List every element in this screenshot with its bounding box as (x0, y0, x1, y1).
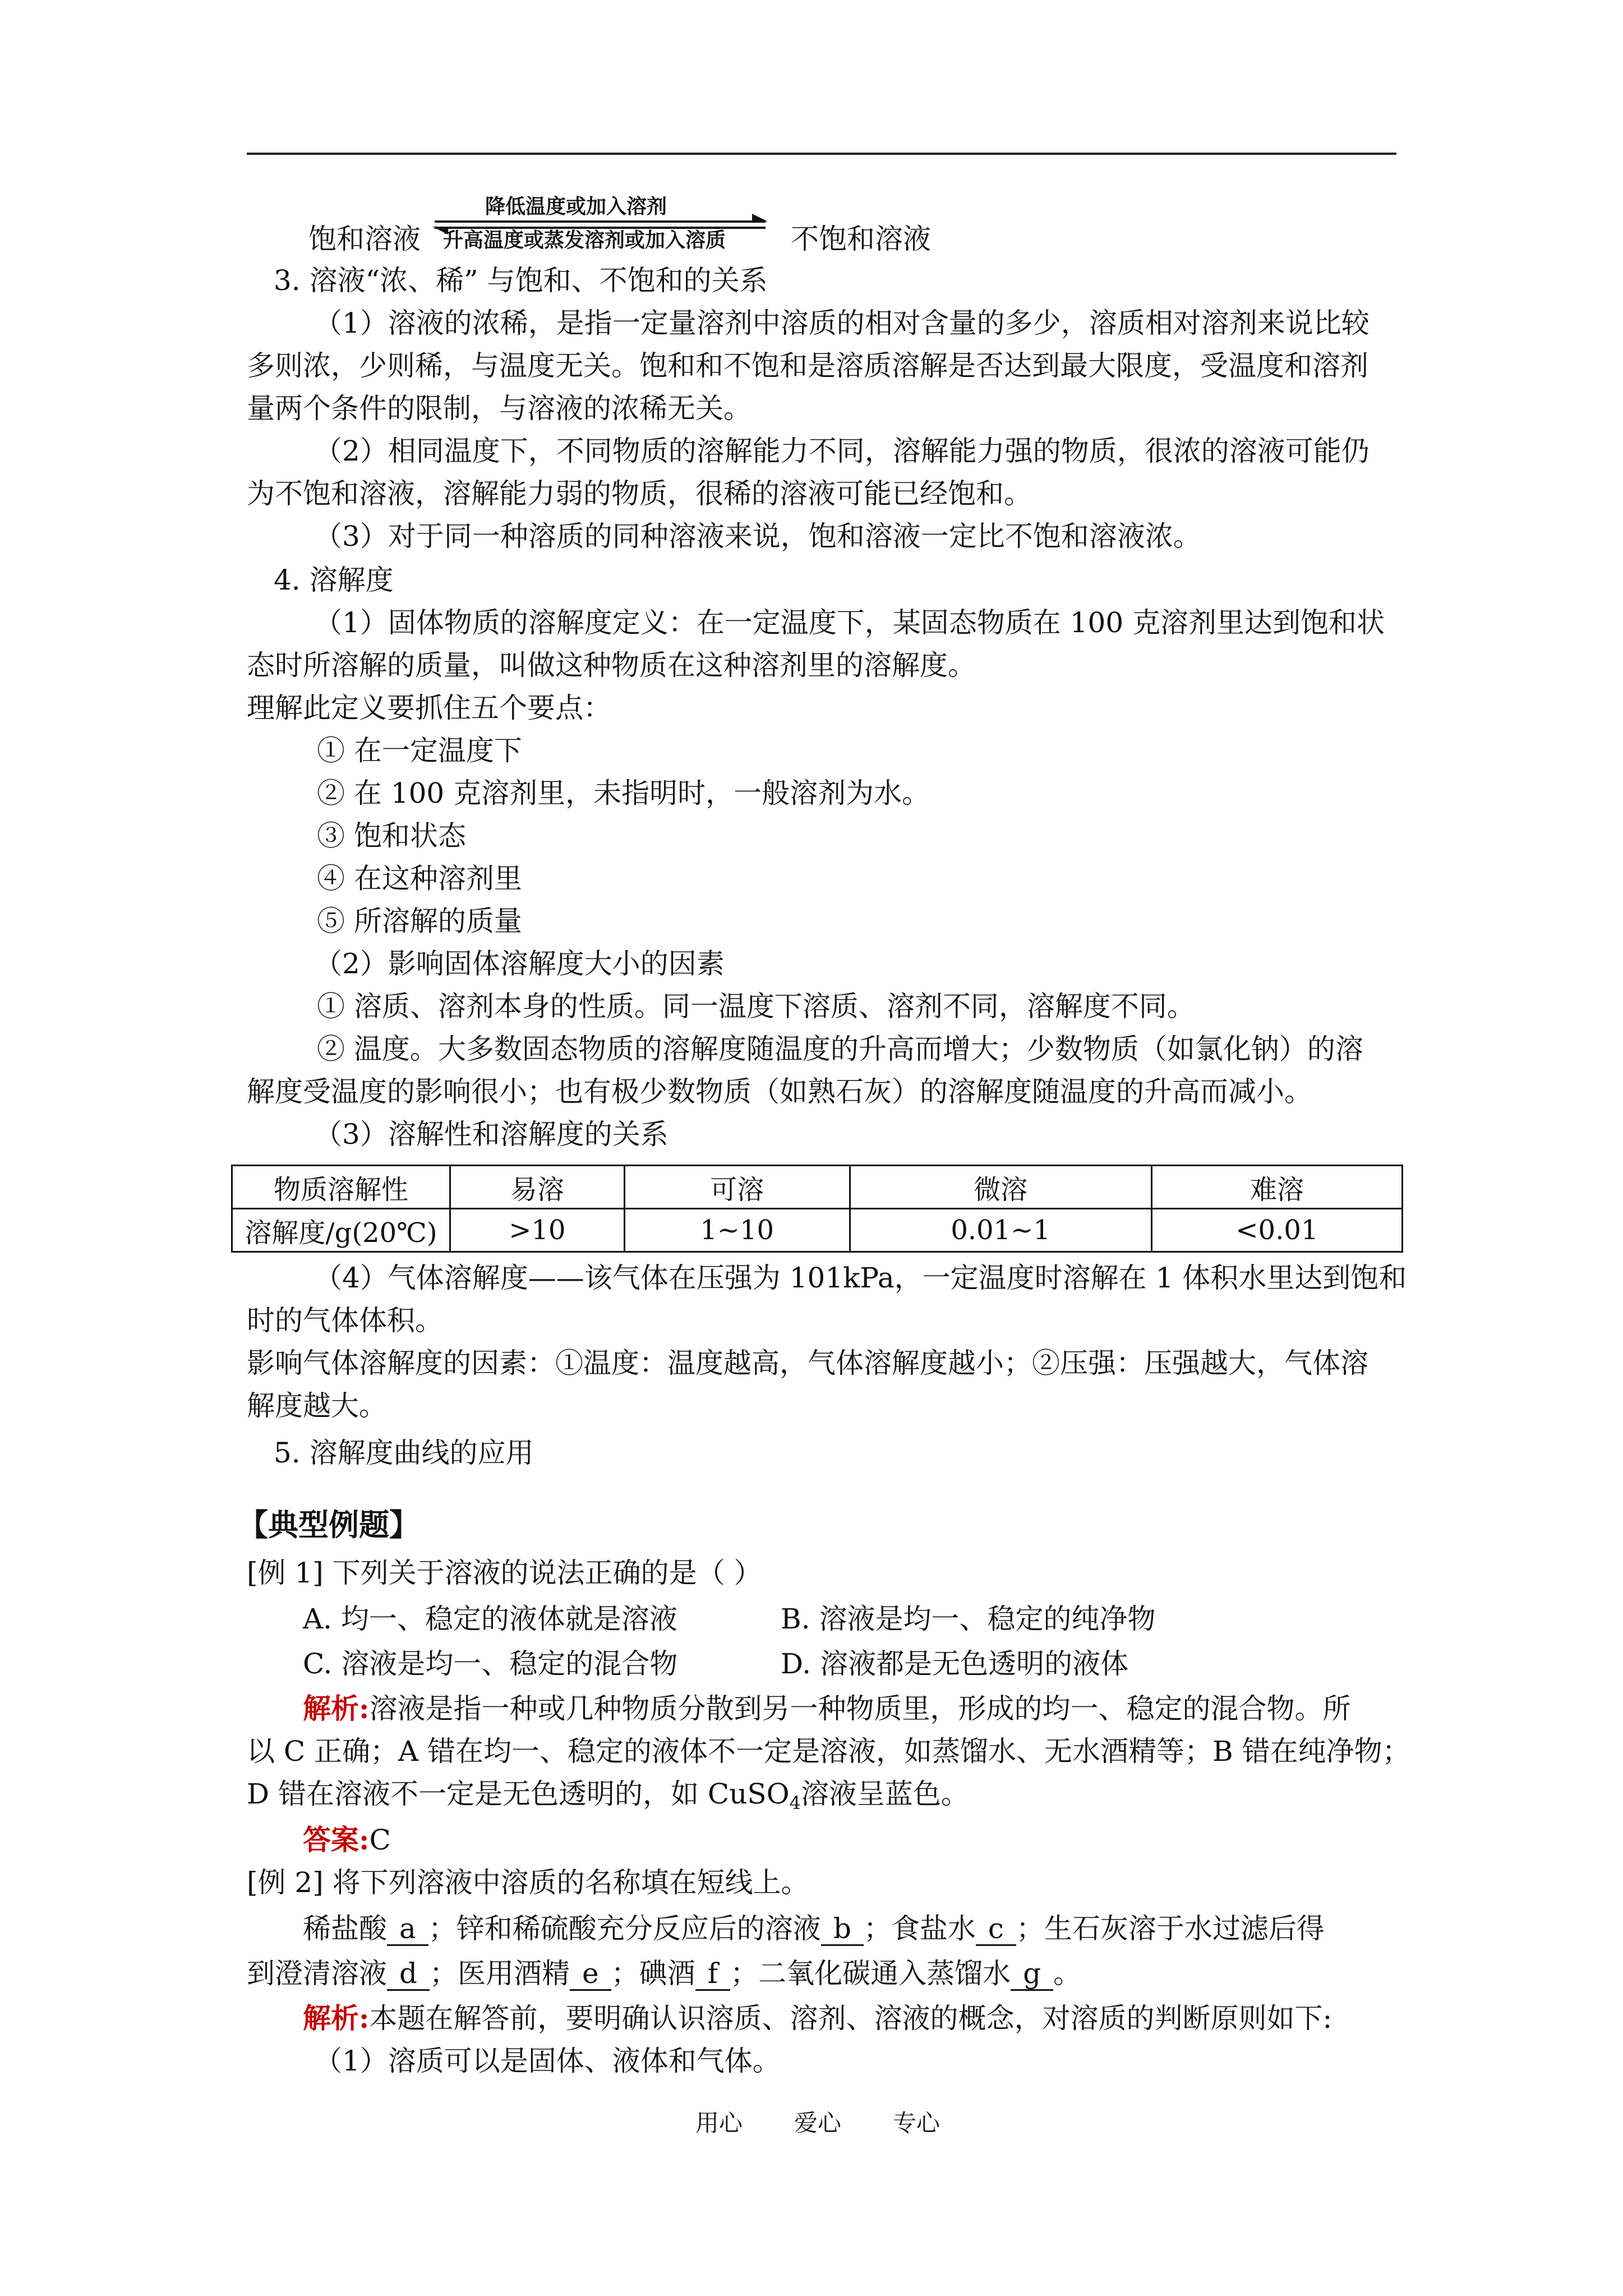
analysis-paragraph (247, 1777, 969, 1820)
list-item: ③ 饱和状态 (317, 820, 466, 852)
subheading: （2）影响固体溶解度大小的因素 (314, 947, 725, 980)
paragraph: 时的气体体积。 (247, 1304, 443, 1337)
blank: c (976, 1913, 1016, 1946)
paragraph: （3）对于同一种溶质的同种溶液来说，饱和溶液一定比不饱和溶液浓。 (314, 520, 1201, 553)
analysis-label: 解析: (303, 2001, 370, 2035)
table-cell: 难溶 (1151, 1166, 1402, 1209)
conversion-top-label: 降低温度或加入溶剂 (485, 195, 667, 218)
table-row (232, 1209, 1403, 1252)
subscript: 4 (789, 1792, 801, 1814)
table-cell: 微溶 (850, 1166, 1151, 1209)
text: ；医用酒精 (430, 1957, 570, 1990)
paragraph: 解度越大。 (247, 1389, 387, 1422)
answer-line (303, 1823, 391, 1857)
fill-line (303, 1912, 1325, 1946)
analysis-text: 本题在解答前，要明确认识溶质、溶剂、溶液的概念，对溶质的判断原则如下: (369, 2002, 1332, 2035)
paragraph: 为不饱和溶液，溶解能力弱的物质，很稀的溶液可能已经饱和。 (247, 477, 1032, 510)
option-d: D. 溶液都是无色透明的液体 (781, 1648, 1129, 1680)
section-4-heading: 4. 溶解度 (274, 564, 394, 596)
analysis-text: 溶液呈蓝色。 (800, 1778, 969, 1810)
table-header-row (232, 1166, 1403, 1209)
solubility-table (231, 1165, 1403, 1253)
list-item: ② 在 100 克溶剂里，未指明时，一般溶剂为水。 (317, 777, 930, 809)
analysis-text: D 错在溶液不一定是无色透明的，如 CuSO (247, 1778, 790, 1810)
table-cell: <0.01 (1151, 1209, 1402, 1252)
paragraph: （2）相同温度下，不同物质的溶解能力不同，溶解能力强的物质，很浓的溶液可能仍 (314, 435, 1370, 467)
paragraph: （1）溶液的浓稀，是指一定量溶剂中溶质的相对含量的多少，溶质相对溶剂来说比较 (314, 307, 1370, 339)
text: ；食盐水 (863, 1912, 976, 1945)
paragraph: ② 温度。大多数固态物质的溶解度随温度的升高而增大；少数物质（如氯化钠）的溶 (317, 1033, 1363, 1065)
option-c: C. 溶液是均一、稳定的混合物 (303, 1648, 678, 1680)
table-cell: >10 (450, 1209, 625, 1252)
paragraph: 理解此定义要抓住五个要点： (247, 692, 611, 724)
text: 到澄清溶液 (247, 1957, 387, 1990)
text: ；碘酒 (611, 1957, 695, 1990)
paragraph: 影响气体溶解度的因素：①温度：温度越高，气体溶解度越小；②压强：压强越大，气体溶 (247, 1347, 1368, 1379)
paragraph: （4）气体溶解度——该气体在压强为 101kPa，一定温度时溶解在 1 体积水里达到饱和 (314, 1262, 1407, 1294)
example-1-question: [例 1] 下列关于溶液的说法正确的是（ ） (247, 1557, 762, 1589)
paragraph: 态时所溶解的质量，叫做这种物质在这种溶剂里的溶解度。 (247, 649, 976, 682)
text: ；锌和稀硫酸充分反应后的溶液 (428, 1912, 821, 1945)
table-cell: 可溶 (624, 1166, 850, 1209)
footer-word: 爱心 (794, 2109, 842, 2137)
conversion-bottom-label: 升高温度或蒸发溶剂或加入溶质 (443, 229, 726, 252)
analysis-label: 解析: (303, 1692, 370, 1725)
text: ；生石灰溶于水过滤后得 (1016, 1912, 1325, 1945)
paragraph: ① 溶质、溶剂本身的性质。同一温度下溶质、溶剂不同，溶解度不同。 (317, 990, 1195, 1023)
paragraph: 多则浓，少则稀，与温度无关。饱和和不饱和是溶质溶解是否达到最大限度，受温度和溶剂 (247, 349, 1368, 382)
table-cell: 1~10 (624, 1209, 850, 1252)
paragraph: 量两个条件的限制，与溶液的浓稀无关。 (247, 392, 751, 425)
blank: b (821, 1913, 864, 1946)
blank: f (695, 1958, 731, 1991)
subheading: （3）溶解性和溶解度的关系 (314, 1118, 668, 1151)
table-cell: 溶解度/g(20℃) (232, 1209, 450, 1252)
section-5-heading: 5. 溶解度曲线的应用 (274, 1437, 534, 1469)
example-2-question: [例 2] 将下列溶液中溶质的名称填在短线上。 (247, 1866, 809, 1899)
conversion-arrow-right (435, 220, 766, 223)
footer-word: 用心 (695, 2109, 743, 2137)
paragraph: （1）固体物质的溶解度定义：在一定温度下，某固态物质在 100 克溶剂里达到饱和状 (314, 606, 1385, 639)
examples-title: 【典型例题】 (238, 1507, 419, 1543)
analysis-paragraph: 以 C 正确；A 错在均一、稳定的液体不一定是溶液，如蒸馏水、无水酒精等；B 错在纯净物； (247, 1735, 1410, 1768)
blank: a (387, 1913, 428, 1946)
blank: e (570, 1958, 611, 1991)
unsaturated-solution-label: 不饱和溶液 (791, 223, 931, 255)
header-rule (247, 153, 1396, 155)
analysis-paragraph (303, 1692, 1350, 1726)
table-cell: 易溶 (450, 1166, 625, 1209)
fill-line (247, 1957, 1081, 1991)
rule-1: （1）溶质可以是固体、液体和气体。 (314, 2045, 781, 2077)
list-item: ① 在一定温度下 (317, 734, 522, 767)
text: 稀盐酸 (303, 1912, 387, 1945)
answer-value: C (369, 1824, 391, 1856)
analysis-paragraph (303, 2001, 1332, 2035)
blank: d (387, 1958, 430, 1991)
option-b: B. 溶液是均一、稳定的纯净物 (781, 1603, 1156, 1635)
list-item: ④ 在这种溶剂里 (317, 862, 522, 895)
table-cell: 物质溶解性 (232, 1166, 450, 1209)
blank: g (1011, 1958, 1053, 1991)
list-item: ⑤ 所溶解的质量 (317, 905, 522, 937)
table-cell: 0.01~1 (850, 1209, 1151, 1252)
paragraph: 解度受温度的影响很小；也有极少数物质（如熟石灰）的溶解度随温度的升高而减小。 (247, 1075, 1312, 1108)
analysis-text: 溶液是指一种或几种物质分散到另一种物质里，形成的均一、稳定的混合物。所 (369, 1692, 1351, 1725)
section-3-heading: 3. 溶液“浓、稀” 与饱和、不饱和的关系 (274, 264, 768, 297)
answer-label: 答案: (303, 1823, 370, 1856)
text: 。 (1053, 1957, 1082, 1990)
option-a: A. 均一、稳定的液体就是溶液 (303, 1603, 677, 1635)
text: ；二氧化碳通入蒸馏水 (730, 1957, 1011, 1990)
footer-word: 专心 (893, 2109, 940, 2137)
saturated-solution-label: 饱和溶液 (308, 223, 421, 255)
